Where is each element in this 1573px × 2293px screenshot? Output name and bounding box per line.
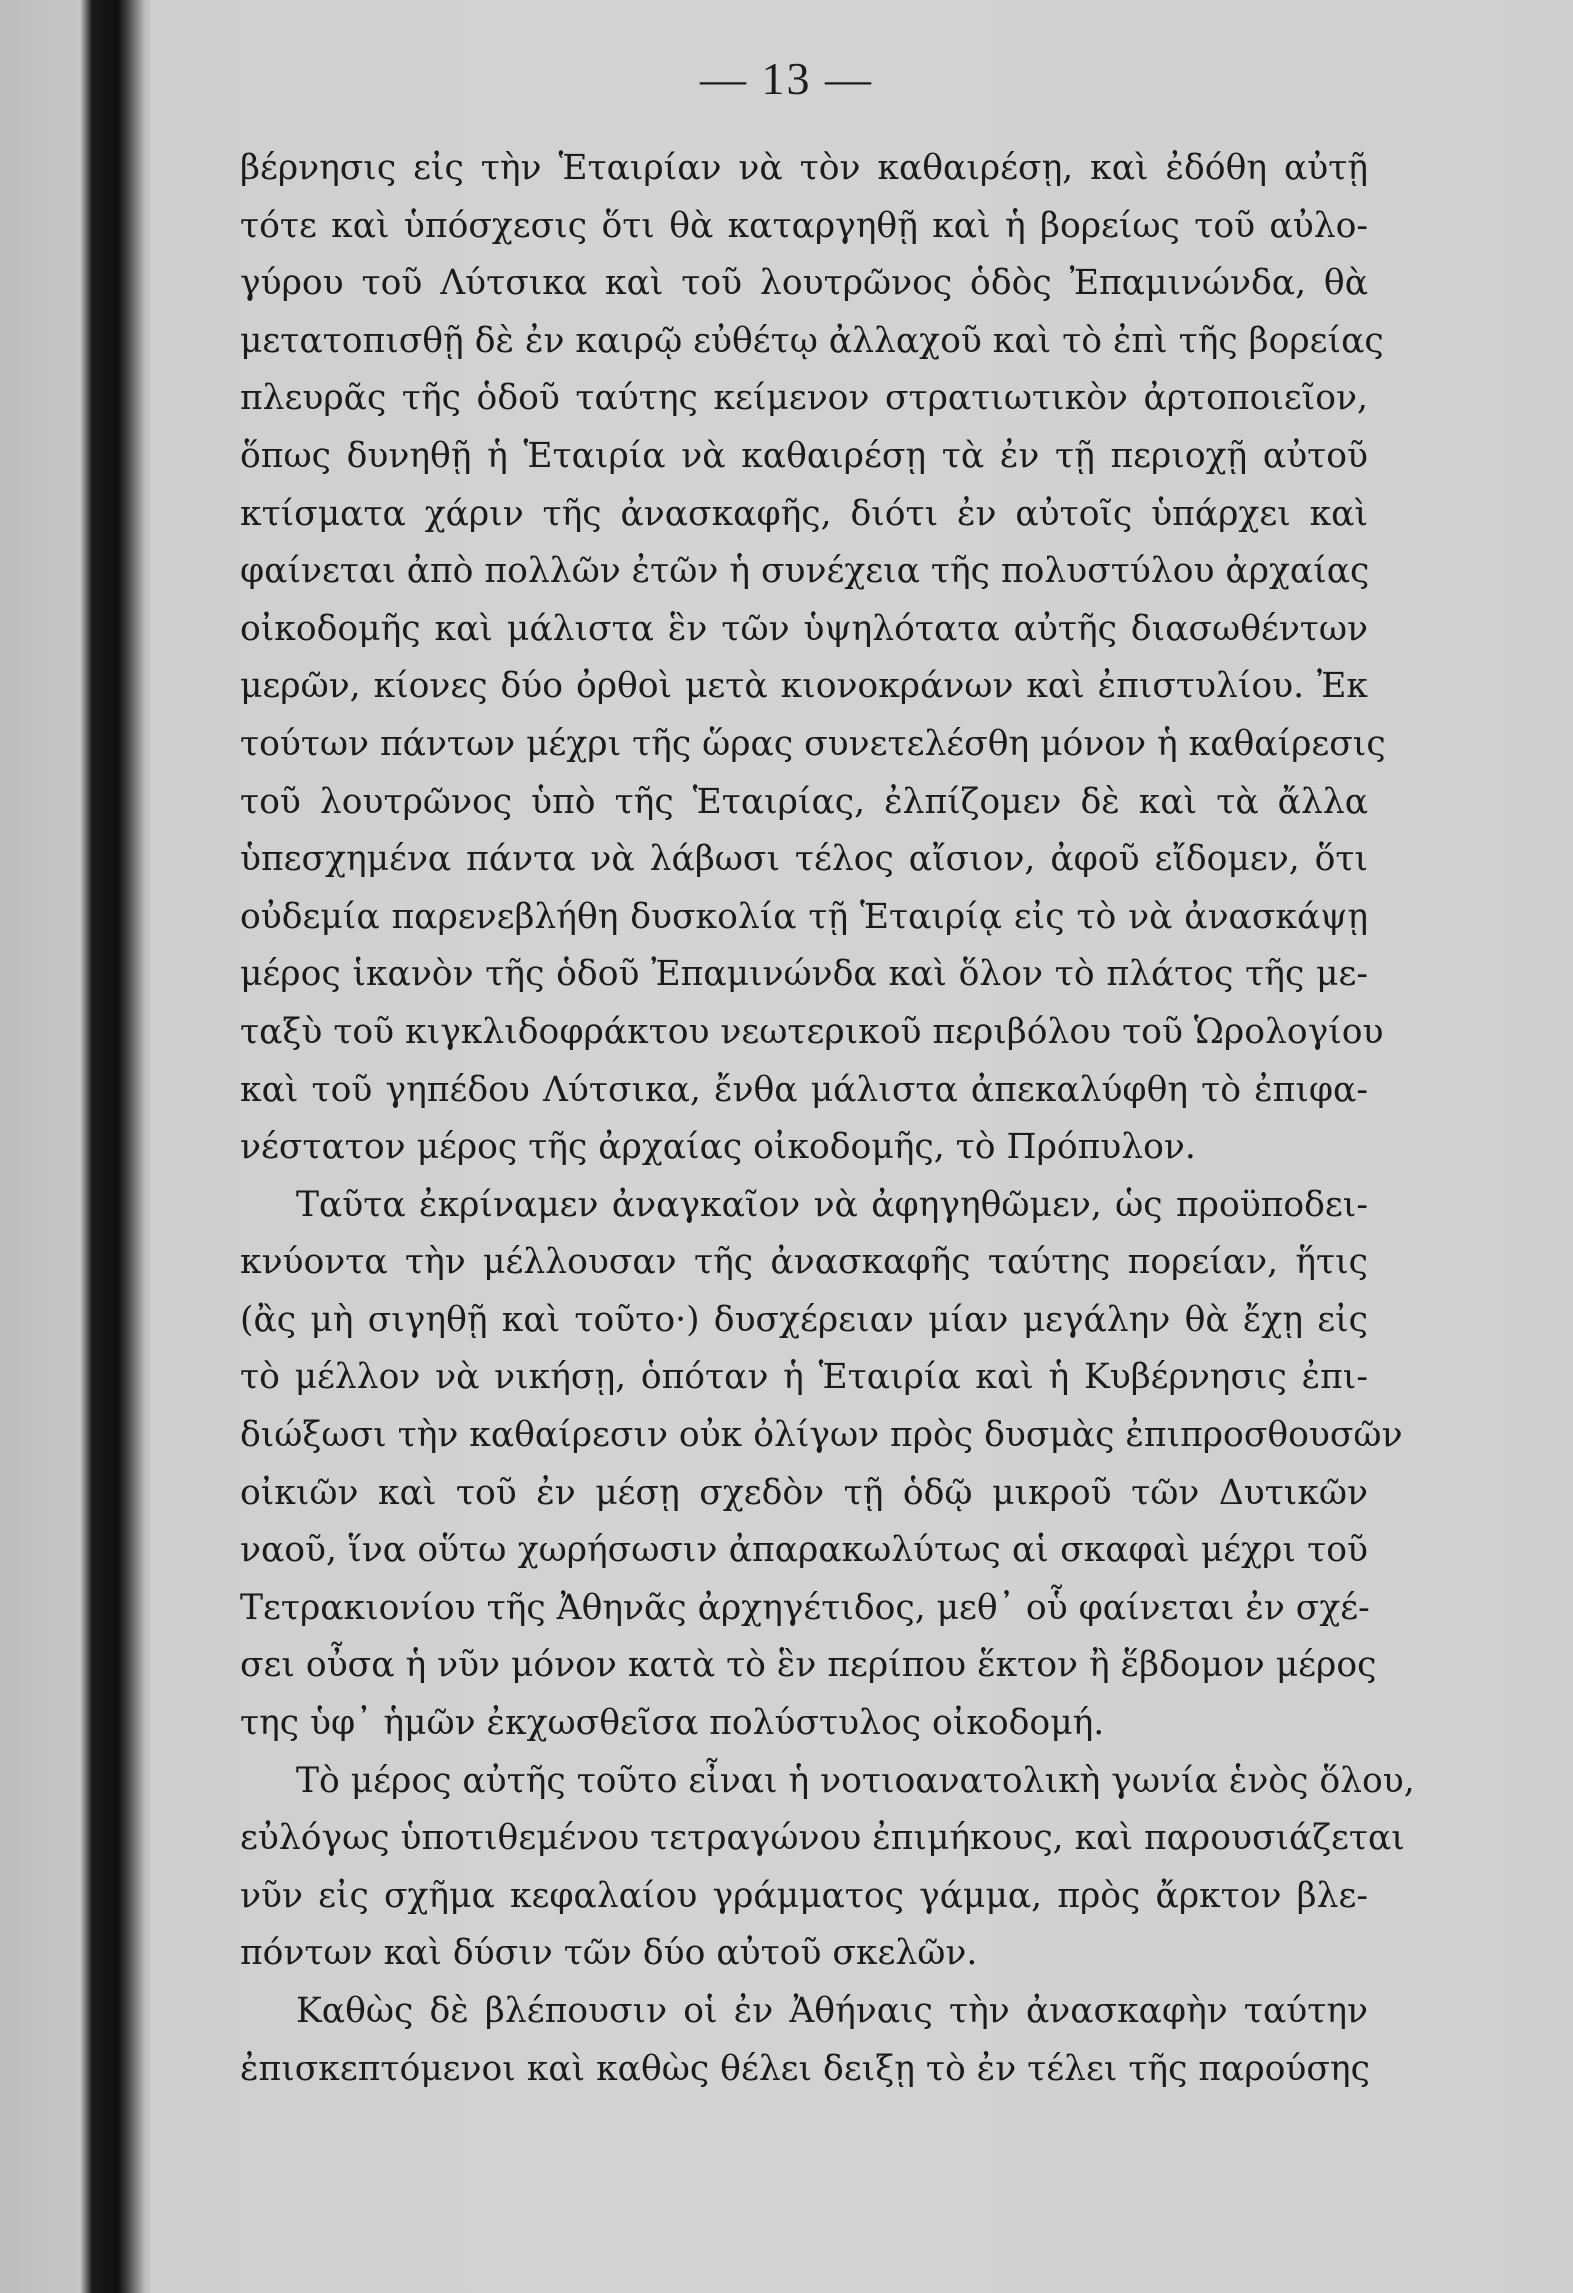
text-line: βέρνησις εἰς τὴν Ἑταιρίαν νὰ τὸν καθαιρέσῃ, καὶ ἐδόθη αὐτῇ [240, 148, 1368, 188]
text-line: της ὑφ᾽ ἡμῶν ἐκχωσθεῖσα πολύστυλος οἰκοδομή. [240, 1703, 1105, 1744]
text-line: τούτων πάντων μέχρι τῆς ὥρας συνετελέσθη μόνον ἡ καθαίρεσις [240, 723, 1386, 764]
text-line: Ταῦτα ἐκρίναμεν ἀναγκαῖον νὰ ἀφηγηθῶμεν, ὡς προϋποδει- [296, 1184, 1368, 1225]
body-text [240, 140, 1415, 2098]
text-line: κτίσματα χάριν τῆς ἀνασκαφῆς, διότι ἐν αὐτοῖς ὑπάρχει καὶ [240, 493, 1368, 534]
text-line: Τετρακιονίου τῆς Ἀθηνᾶς ἀρχηγέτιδος, μεθ᾽ οὗ φαίνεται ἐν σχέ- [240, 1587, 1370, 1628]
text-line: φαίνεται ἀπὸ πολλῶν ἐτῶν ἡ συνέχεια τῆς πολυστύλου ἀρχαίας [240, 551, 1370, 592]
page-number: — 13 — [700, 53, 873, 104]
text-line: μερῶν, κίονες δύο ὀρθοὶ μετὰ κιονοκράνων καὶ ἐπιστυλίου. Ἐκ [240, 666, 1368, 707]
text-line: οἰκοδομῆς καὶ μάλιστα ἓν τῶν ὑψηλότατα αὐτῆς διασωθέντων [240, 608, 1368, 649]
text-line: πλευρᾶς τῆς ὁδοῦ ταύτης κείμενον στρατιωτικὸν ἀρτοποιεῖον, [240, 378, 1368, 419]
book-gutter [0, 0, 150, 2293]
text-line: κνύοντα τὴν μέλλουσαν τῆς ἀνασκαφῆς ταύτης πορείαν, ἥτις [240, 1242, 1368, 1283]
text-line: Τὸ μέρος αὐτῆς τοῦτο εἶναι ἡ νοτιοανατολικὴ γωνία ἑνὸς ὅλου, [296, 1760, 1415, 1801]
text-line: τὸ μέλλον νὰ νικήσῃ, ὁπόταν ἡ Ἑταιρία καὶ ἡ Κυβέρνησις ἐπι- [240, 1357, 1368, 1398]
text-line: καὶ τοῦ γηπέδου Λύτσικα, ἔνθα μάλιστα ἀπεκαλύφθη τὸ ἐπιφα- [240, 1069, 1368, 1110]
text-line: ὅπως δυνηθῇ ἡ Ἑταιρία νὰ καθαιρέσῃ τὰ ἐν τῇ περιοχῇ αὐτοῦ [240, 435, 1368, 476]
text-line: τοῦ λουτρῶνος ὑπὸ τῆς Ἑταιρίας, ἐλπίζομεν δὲ καὶ τὰ ἄλλα [240, 781, 1368, 822]
text-line: γύρου τοῦ Λύτσικα καὶ τοῦ λουτρῶνος ὁδὸς Ἐπαμινώνδα, θὰ [240, 263, 1368, 304]
text-line: σει οὖσα ἡ νῦν μόνον κατὰ τὸ ἓν περίπου ἕκτον ἢ ἕβδομον μέρος [240, 1645, 1377, 1686]
text-line: ἐπισκεπτόμενοι καὶ καθὼς θέλει δειξῃ τὸ ἐν τέλει τῆς παρούσης [240, 2048, 1370, 2089]
text-line: τότε καὶ ὑπόσχεσις ὅτι θὰ καταργηθῇ καὶ ἡ βορείως τοῦ αὐλο- [240, 205, 1368, 246]
text-line: νῦν εἰς σχῆμα κεφαλαίου γράμματος γάμμα, πρὸς ἄρκτον βλε- [240, 1875, 1368, 1916]
text-line: νέστατον μέρος τῆς ἀρχαίας οἰκοδομῆς, τὸ Πρόπυλον. [240, 1127, 1196, 1168]
text-line: ναοῦ, ἵνα οὕτω χωρήσωσιν ἀπαρακωλύτως αἱ σκαφαὶ μέχρι τοῦ [240, 1530, 1368, 1571]
text-line: οὐδεμία παρενεβλήθη δυσκολία τῇ Ἑταιρίᾳ εἰς τὸ νὰ ἀνασκάψῃ [240, 896, 1368, 937]
text-line: ὑπεσχημένα πάντα νὰ λάβωσι τέλος αἴσιον, ἀφοῦ εἴδομεν, ὅτι [240, 839, 1368, 880]
text-line: ταξὺ τοῦ κιγκλιδοφράκτου νεωτερικοῦ περιβόλου τοῦ Ὡρολογίου [240, 1011, 1384, 1052]
text-line: εὐλόγως ὑποτιθεμένου τετραγώνου ἐπιμήκους, καὶ παρουσιάζεται [240, 1818, 1405, 1859]
text-line: οἰκιῶν καὶ τοῦ ἐν μέσῃ σχεδὸν τῇ ὁδῷ μικροῦ τῶν Δυτικῶν [240, 1472, 1368, 1513]
text-line: μέρος ἱκανὸν τῆς ὁδοῦ Ἐπαμινώνδα καὶ ὅλον τὸ πλάτος τῆς με- [240, 954, 1368, 995]
text-line: πόντων καὶ δύσιν τῶν δύο αὐτοῦ σκελῶν. [240, 1933, 978, 1974]
text-line: Καθὼς δὲ βλέπουσιν οἱ ἐν Ἀθήναις τὴν ἀνασκαφὴν ταύτην [296, 1991, 1368, 2031]
text-line: μετατοπισθῇ δὲ ἐν καιρῷ εὐθέτῳ ἀλλαχοῦ καὶ τὸ ἐπὶ τῆς βορείας [240, 320, 1384, 361]
text-line: (ἂς μὴ σιγηθῇ καὶ τοῦτο·) δυσχέρειαν μίαν μεγάλην θὰ ἔχῃ εἰς [240, 1299, 1368, 1340]
text-line: διώξωσι τὴν καθαίρεσιν οὐκ ὀλίγων πρὸς δυσμὰς ἐπιπροσθουσῶν [240, 1415, 1403, 1456]
